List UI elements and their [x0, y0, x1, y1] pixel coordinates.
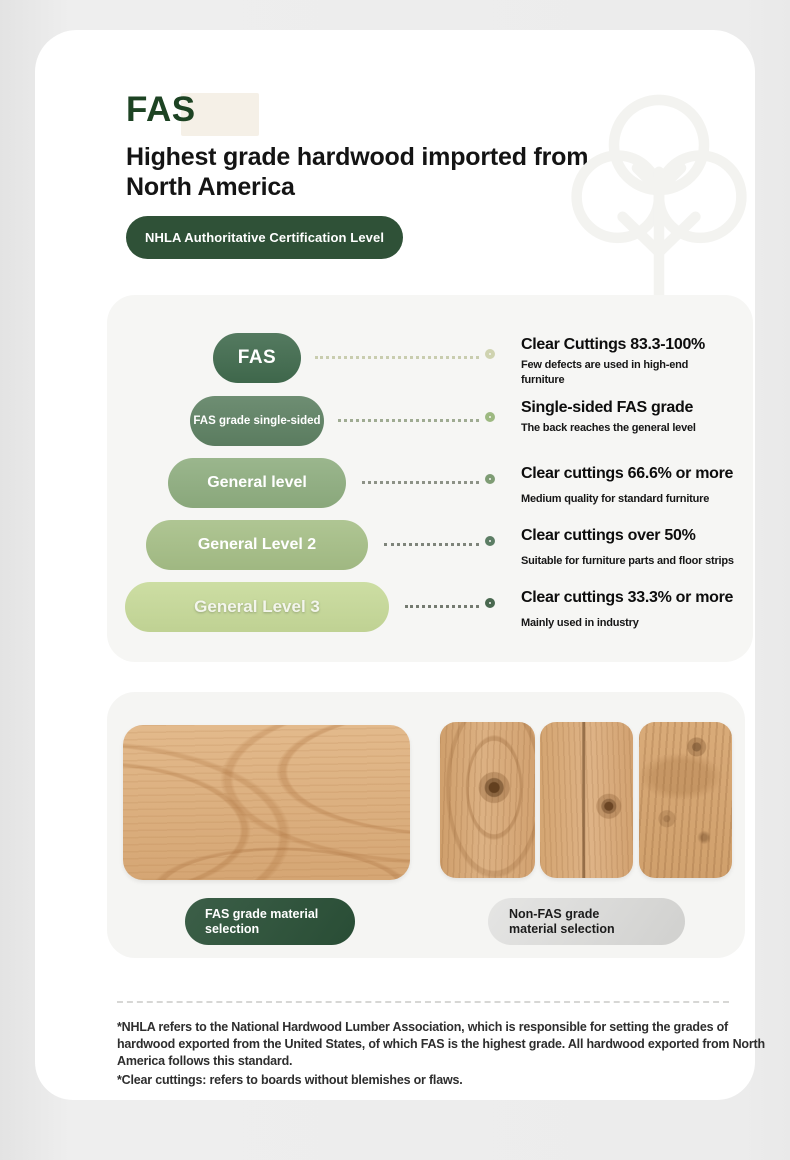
page-subtitle: Highest grade hardwood imported from North America: [126, 143, 589, 201]
grade-row-fas: [107, 333, 753, 386]
grade-title: Clear Cuttings 83.3-100%: [521, 336, 705, 353]
grade-desc: The back reaches the general level: [521, 422, 696, 434]
grade-pill: FAS: [213, 333, 301, 383]
non-fas-wood-sample-image-1: [440, 722, 535, 878]
material-comparison-panel: [107, 692, 745, 958]
grade-pill: General Level 3: [125, 582, 389, 632]
grade-description: [521, 333, 757, 387]
grade-description: [521, 458, 757, 507]
connector-ring-icon: [485, 598, 495, 608]
connector-ring-icon: [485, 412, 495, 422]
footnote-nhla: *NHLA refers to the National Hardwood Lumber Association, which is responsible for setting the grades of hardwood exported from the United States, of which FAS is the highest grade. All hardwood exported from North America follows this standard.: [117, 1020, 765, 1068]
grade-desc: Suitable for furniture parts and floor strips: [521, 555, 734, 567]
grade-desc: Medium quality for standard furniture: [521, 493, 710, 505]
dotted-connector: [384, 543, 479, 546]
grade-row-general-3: [107, 582, 753, 632]
dashed-divider: [117, 1001, 729, 1003]
page-title: FAS: [126, 90, 196, 129]
dotted-connector: [338, 419, 479, 422]
non-fas-wood-sample-image-2: [540, 722, 633, 878]
content-card: [35, 30, 765, 1100]
grade-title: Single-sided FAS grade: [521, 399, 694, 416]
dotted-connector: [362, 481, 479, 484]
connector-ring-icon: [485, 349, 495, 359]
grade-description: [521, 582, 757, 631]
footnote-clear-cuttings: *Clear cuttings: refers to boards without blemishes or flaws.: [117, 1073, 463, 1087]
non-fas-material-label: [488, 898, 685, 945]
grade-desc: Few defects are used in high-end furniture: [521, 359, 689, 386]
grade-pill: General level: [168, 458, 346, 508]
grade-pill: General Level 2: [146, 520, 368, 570]
certification-badge: NHLA Authoritative Certification Level: [126, 216, 403, 259]
grade-pill: FAS grade single-sided: [190, 396, 324, 446]
grade-title: Clear cuttings 33.3% or more: [521, 589, 734, 606]
connector-ring-icon: [485, 536, 495, 546]
fas-material-label: [185, 898, 355, 945]
fas-wood-sample-image: [123, 725, 410, 880]
dotted-connector: [315, 356, 479, 359]
grade-row-general: [107, 458, 753, 508]
dotted-connector: [405, 605, 479, 608]
grade-row-general-2: [107, 520, 753, 570]
grade-desc: Mainly used in industry: [521, 617, 639, 629]
fas-material-label-text: FAS grade material selection: [205, 906, 319, 936]
tree-icon: [563, 76, 755, 304]
grade-title: Clear cuttings over 50%: [521, 527, 696, 544]
grade-title: Clear cuttings 66.6% or more: [521, 465, 734, 482]
non-fas-material-label-text: Non-FAS grade material selection: [509, 906, 615, 936]
grade-pyramid-panel: [107, 295, 753, 662]
non-fas-wood-sample-image-3: [639, 722, 732, 878]
grade-description: [521, 520, 757, 569]
connector-ring-icon: [485, 474, 495, 484]
grade-description: [521, 396, 757, 436]
grade-row-single-sided: [107, 396, 753, 446]
